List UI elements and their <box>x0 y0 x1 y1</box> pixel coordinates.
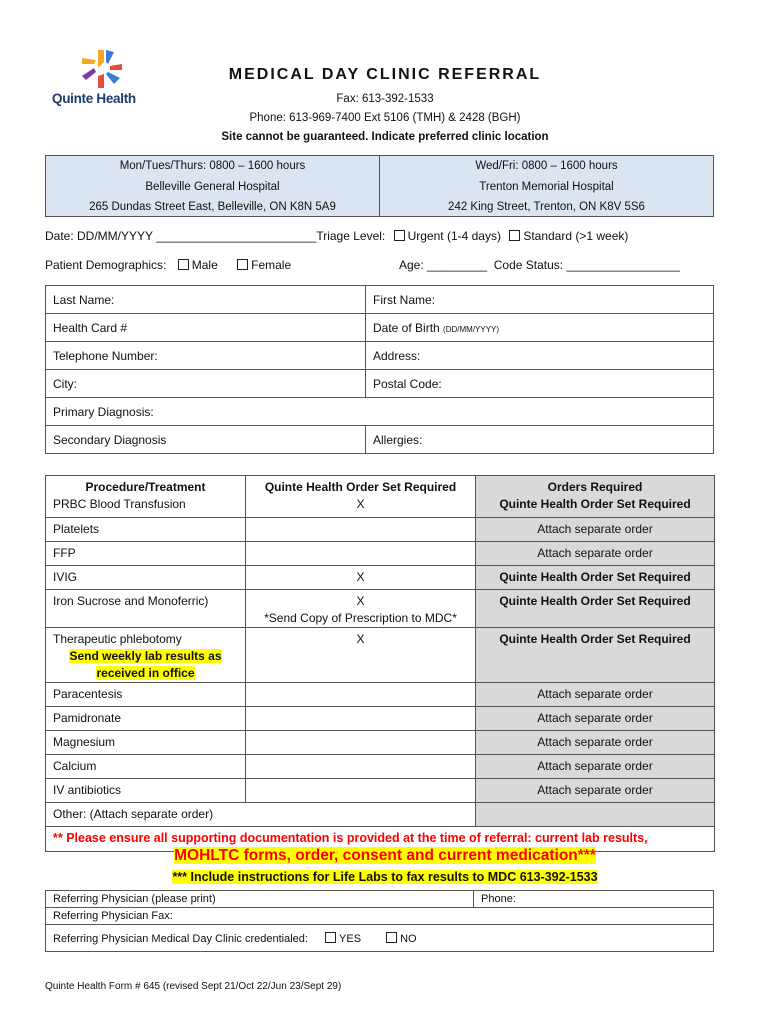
site-hours: Wed/Fri: 0800 – 1600 hours <box>475 160 618 172</box>
credentialed-label: Referring Physician Medical Day Clinic credentialed: <box>53 932 308 945</box>
orders-required-cell <box>476 476 715 518</box>
procedure-name[interactable]: Calcium <box>46 755 246 779</box>
code-status-field[interactable]: Code Status: _________________ <box>493 258 680 272</box>
order-set-mark[interactable] <box>246 755 476 779</box>
address-field[interactable]: Address: <box>366 342 714 370</box>
documentation-notice-line1: ** Please ensure all supporting documentation is provided at the time of referral: current lab results, <box>53 831 648 845</box>
procedure-header: Procedure/Treatment <box>85 480 206 494</box>
demographics-label: Patient Demographics: <box>45 258 167 272</box>
orders-required-value: Attach separate order <box>476 731 715 755</box>
order-note: *Send Copy of Prescription to MDC* <box>264 611 457 625</box>
orders-required-value: Attach separate order <box>476 755 715 779</box>
orders-required-value: Quinte Health Order Set Required <box>476 590 715 628</box>
health-card-field[interactable]: Health Card # <box>46 314 366 342</box>
secondary-diagnosis-field[interactable]: Secondary Diagnosis <box>46 426 366 454</box>
yes-label: YES <box>339 932 362 945</box>
dob-format: (DD/MM/YYYY) <box>443 324 500 334</box>
procedure-name[interactable]: FFP <box>46 542 246 566</box>
date-field[interactable]: Date: DD/MM/YYYY ________________________Triage Level: <box>45 229 386 243</box>
site-address: 265 Dundas Street East, Belleville, ON K8N 5A9 <box>89 201 336 213</box>
standard-checkbox[interactable] <box>509 230 520 241</box>
lifelabs-notice: *** Include instructions for Life Labs to fax results to MDC 613-392-1533 <box>172 870 598 884</box>
credentialed-row <box>46 925 714 952</box>
orders-required-value: Attach separate order <box>476 779 715 803</box>
order-set-mark[interactable] <box>246 779 476 803</box>
urgent-checkbox[interactable] <box>394 230 405 241</box>
documentation-notice-line2: MOHLTC forms, order, consent and current medication*** <box>174 847 596 864</box>
site-locations <box>45 155 714 217</box>
order-set-mark[interactable] <box>246 707 476 731</box>
standard-label: Standard (>1 week) <box>523 229 629 243</box>
order-set-mark[interactable] <box>246 683 476 707</box>
procedure-name: PRBC Blood Transfusion <box>53 497 186 511</box>
procedure-name[interactable]: IV antibiotics <box>46 779 246 803</box>
order-set-mark[interactable]: X <box>246 628 476 683</box>
patient-demographics-line <box>45 258 291 272</box>
order-set-cell[interactable] <box>246 590 476 628</box>
order-set-mark[interactable] <box>246 542 476 566</box>
procedure-name[interactable]: Pamidronate <box>46 707 246 731</box>
orders-required-value <box>476 803 715 827</box>
orders-required-header: Orders Required <box>547 480 643 494</box>
order-set-mark: X <box>356 594 365 608</box>
city-field[interactable]: City: <box>46 370 366 398</box>
procedure-name[interactable]: IVIG <box>46 566 246 590</box>
documentation-notice-line2-wrap <box>0 847 770 865</box>
lifelabs-notice-wrap <box>0 870 770 884</box>
dob-label: Date of Birth <box>373 320 440 335</box>
site-trenton[interactable] <box>379 156 713 216</box>
female-label: Female <box>251 258 292 272</box>
physician-phone-field[interactable]: Phone: <box>474 891 714 908</box>
site-belleville[interactable] <box>46 156 379 216</box>
primary-diagnosis-field[interactable]: Primary Diagnosis: <box>46 398 714 426</box>
procedure-name[interactable]: Magnesium <box>46 731 246 755</box>
postal-code-field[interactable]: Postal Code: <box>366 370 714 398</box>
order-set-mark[interactable] <box>246 731 476 755</box>
male-label: Male <box>191 258 218 272</box>
procedure-name[interactable]: Paracentesis <box>46 683 246 707</box>
procedure-name[interactable]: Iron Sucrose and Monoferric) <box>46 590 246 628</box>
no-label: NO <box>400 932 417 945</box>
order-set-mark[interactable] <box>246 518 476 542</box>
urgent-label: Urgent (1-4 days) <box>407 229 501 243</box>
orders-required-value: Quinte Health Order Set Required <box>499 497 691 511</box>
referring-physician-field[interactable]: Referring Physician (please print) <box>46 891 474 908</box>
physician-fax-field[interactable]: Referring Physician Fax: <box>46 908 714 925</box>
procedure-name[interactable]: Other: (Attach separate order) <box>46 803 476 827</box>
order-set-cell[interactable] <box>246 476 476 518</box>
demographics-table <box>45 285 714 454</box>
procedure-name: Therapeutic phlebotomy <box>53 632 182 646</box>
age-code-line <box>399 258 680 272</box>
lab-results-note: Send weekly lab results as received in office <box>69 649 222 680</box>
date-triage-line <box>45 229 628 243</box>
procedure-name[interactable]: Platelets <box>46 518 246 542</box>
order-set-header: Quinte Health Order Set Required <box>264 480 457 494</box>
site-hours: Mon/Tues/Thurs: 0800 – 1600 hours <box>119 160 306 172</box>
male-checkbox[interactable] <box>178 259 189 270</box>
site-name: Trenton Memorial Hospital <box>479 180 614 193</box>
orders-required-value: Attach separate order <box>476 542 715 566</box>
order-set-mark: X <box>356 497 365 511</box>
allergies-field[interactable]: Allergies: <box>366 426 714 454</box>
order-set-mark[interactable]: X <box>246 566 476 590</box>
procedure-row[interactable] <box>46 628 246 683</box>
orders-required-value: Quinte Health Order Set Required <box>476 566 715 590</box>
procedures-table <box>45 475 715 852</box>
phone-line: Phone: 613-969-7400 Ext 5106 (TMH) & 2428 (BGH) <box>249 112 521 124</box>
age-field[interactable]: Age: _________ <box>399 258 488 272</box>
orders-required-value: Attach separate order <box>476 518 715 542</box>
fax-line: Fax: 613-392-1533 <box>336 93 434 105</box>
form-title: MEDICAL DAY CLINIC REFERRAL <box>228 66 542 83</box>
referring-physician-table <box>45 890 714 952</box>
last-name-field[interactable]: Last Name: <box>46 286 366 314</box>
dob-field[interactable] <box>366 314 714 342</box>
form-footer: Quinte Health Form # 645 (revised Sept 21/Oct 22/Jun 23/Sept 29) <box>45 981 342 992</box>
yes-checkbox[interactable] <box>325 932 336 943</box>
procedure-row[interactable] <box>46 476 246 518</box>
site-address: 242 King Street, Trenton, ON K8V 5S6 <box>448 201 645 213</box>
site-note: Site cannot be guaranteed. Indicate preferred clinic location <box>221 131 549 143</box>
telephone-field[interactable]: Telephone Number: <box>46 342 366 370</box>
orders-required-value: Quinte Health Order Set Required <box>476 628 715 683</box>
orders-required-value: Attach separate order <box>476 707 715 731</box>
no-checkbox[interactable] <box>386 932 397 943</box>
orders-required-value: Attach separate order <box>476 683 715 707</box>
first-name-field[interactable]: First Name: <box>366 286 714 314</box>
logo-text: Quinte Health <box>52 91 136 106</box>
female-checkbox[interactable] <box>237 259 248 270</box>
site-name: Belleville General Hospital <box>145 180 280 193</box>
